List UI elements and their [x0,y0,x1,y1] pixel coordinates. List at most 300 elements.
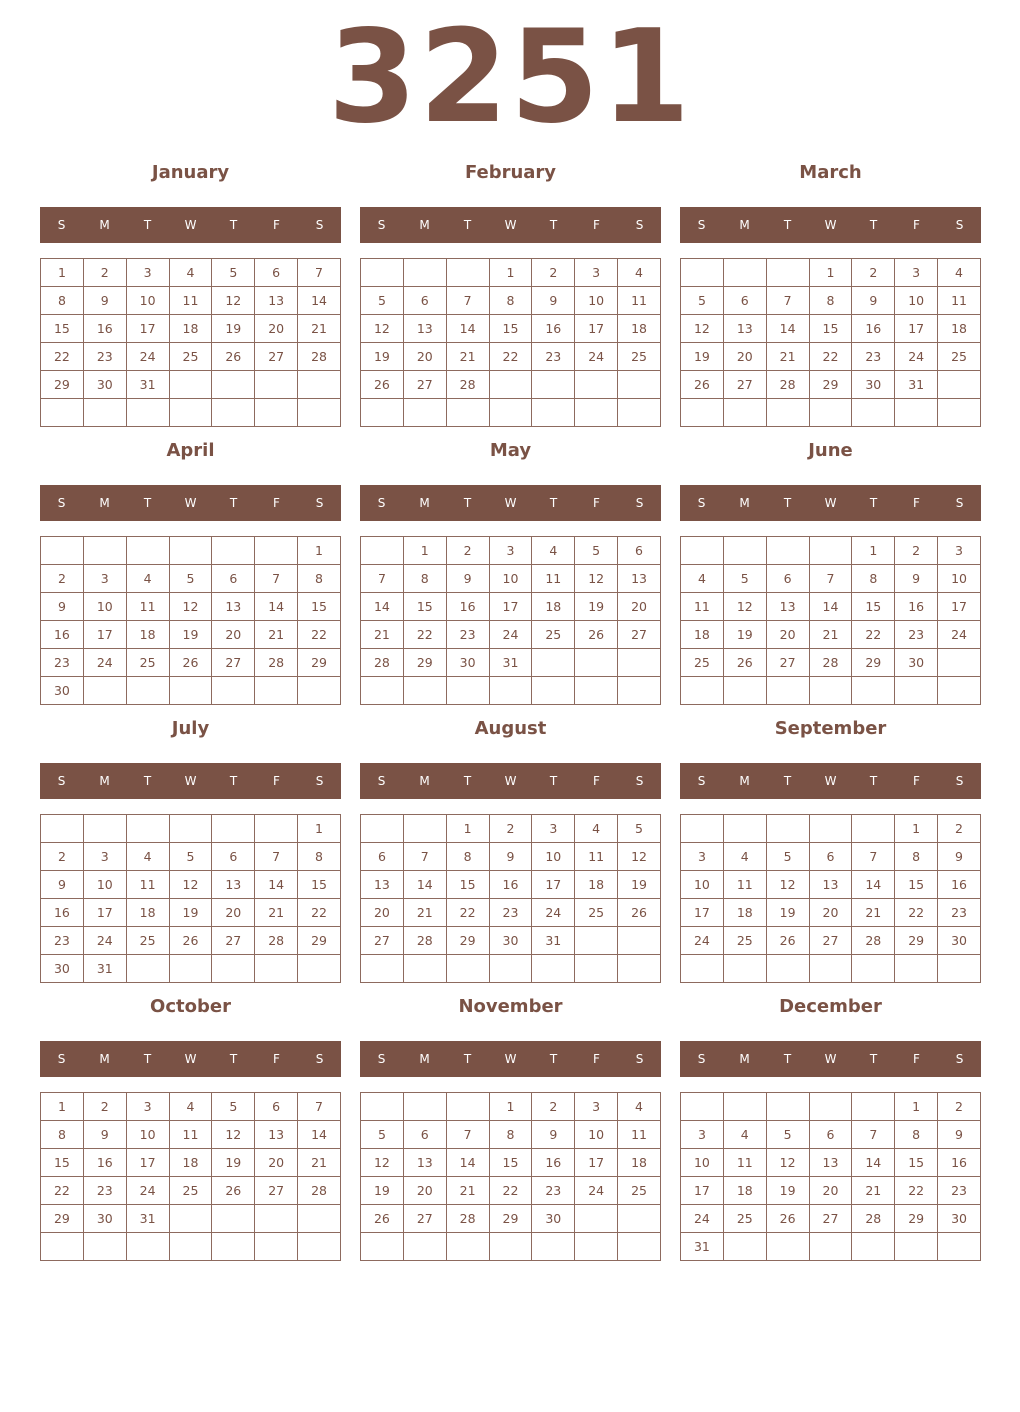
day-cell: 27 [723,371,766,399]
weekday-label: M [739,496,750,510]
day-cell: 24 [489,621,532,649]
day-cell: 14 [852,1149,895,1177]
day-cell: 17 [575,315,618,343]
day-cell: 10 [126,1121,169,1149]
week-row [41,677,341,705]
day-cell: 15 [895,871,938,899]
empty-day-cell [255,1205,298,1233]
empty-day-cell [298,1233,341,1261]
day-cell: 20 [212,621,255,649]
day-cell: 29 [403,649,446,677]
week-row [681,927,981,955]
day-cell: 16 [446,593,489,621]
day-cell: 11 [126,871,169,899]
empty-day-cell [298,371,341,399]
week-row [41,927,341,955]
day-cell: 9 [41,593,84,621]
day-cell: 1 [809,259,852,287]
day-cell: 2 [895,537,938,565]
week-row [681,371,981,399]
empty-day-cell [809,399,852,427]
day-cell: 19 [361,343,404,371]
empty-day-cell [938,1233,981,1261]
weekday-label: T [229,774,238,788]
day-cell: 18 [126,621,169,649]
day-cell: 26 [618,899,661,927]
day-cell: 22 [489,1177,532,1205]
empty-day-cell [446,677,489,705]
day-cell: 4 [723,1121,766,1149]
day-cell: 3 [681,1121,724,1149]
day-cell: 19 [361,1177,404,1205]
week-row [681,1149,981,1177]
day-cell: 13 [403,315,446,343]
day-cell: 8 [41,1121,84,1149]
day-cell: 11 [169,1121,212,1149]
empty-day-cell [723,955,766,983]
day-cell: 19 [618,871,661,899]
day-cell: 18 [723,899,766,927]
day-cell: 6 [212,843,255,871]
empty-day-cell [532,955,575,983]
empty-day-cell [446,399,489,427]
day-cell: 31 [126,1205,169,1233]
day-cell: 9 [895,565,938,593]
empty-day-cell [766,1093,809,1121]
day-cell: 2 [489,815,532,843]
weekday-label: M [419,218,430,232]
empty-day-cell [766,955,809,983]
day-cell: 24 [938,621,981,649]
day-cell: 15 [298,593,341,621]
day-cell: 8 [446,843,489,871]
day-cell: 31 [681,1233,724,1261]
week-row [361,287,661,315]
week-row [681,593,981,621]
empty-day-cell [446,259,489,287]
day-cell: 2 [938,1093,981,1121]
empty-day-cell [361,1093,404,1121]
day-cell: 20 [255,1149,298,1177]
week-row [41,287,341,315]
day-cell: 16 [532,315,575,343]
weekday-label: S [57,774,66,788]
week-row [361,955,661,983]
week-row [361,1149,661,1177]
day-cell: 17 [575,1149,618,1177]
day-cell: 1 [41,259,84,287]
day-cell: 7 [298,1093,341,1121]
week-row [681,871,981,899]
day-cell: 6 [766,565,809,593]
day-cell: 7 [298,259,341,287]
weekday-label: S [635,1052,644,1066]
day-cell: 8 [489,1121,532,1149]
day-cell: 17 [489,593,532,621]
day-cell: 23 [41,927,84,955]
week-row [681,343,981,371]
day-cell: 14 [298,1121,341,1149]
day-cell: 26 [361,1205,404,1233]
empty-day-cell [212,677,255,705]
month-name: November [458,996,563,1017]
day-cell: 10 [83,871,126,899]
empty-day-cell [618,1233,661,1261]
day-cell: 27 [809,927,852,955]
day-cell: 15 [489,315,532,343]
day-grid [40,1092,341,1261]
day-cell: 13 [212,871,255,899]
day-cell: 6 [403,287,446,315]
weekday-label: W [184,496,197,510]
weekday-label: W [824,496,837,510]
day-cell: 29 [489,1205,532,1233]
day-cell: 23 [83,1177,126,1205]
weekday-label: W [504,218,517,232]
empty-day-cell [723,1233,766,1261]
day-cell: 16 [41,899,84,927]
day-cell: 2 [938,815,981,843]
empty-day-cell [83,677,126,705]
empty-day-cell [618,927,661,955]
week-row [41,1205,341,1233]
day-cell: 1 [41,1093,84,1121]
week-row [681,399,981,427]
empty-day-cell [126,537,169,565]
day-cell: 20 [212,899,255,927]
empty-day-cell [723,677,766,705]
weekday-header [360,1041,661,1077]
day-cell: 30 [41,677,84,705]
empty-day-cell [298,1205,341,1233]
day-cell: 29 [852,649,895,677]
day-grid [360,258,661,427]
day-cell: 3 [83,843,126,871]
day-cell: 5 [169,565,212,593]
day-cell: 5 [618,815,661,843]
week-row [41,955,341,983]
week-row [681,315,981,343]
day-cell: 10 [532,843,575,871]
weekday-label: F [273,496,280,510]
day-cell: 9 [41,871,84,899]
day-cell: 24 [681,1205,724,1233]
day-cell: 9 [532,287,575,315]
weekday-label: W [504,496,517,510]
empty-day-cell [766,1233,809,1261]
day-cell: 12 [212,287,255,315]
empty-day-cell [255,399,298,427]
weekday-label: F [913,496,920,510]
day-cell: 3 [126,259,169,287]
day-cell: 9 [83,1121,126,1149]
empty-day-cell [255,677,298,705]
day-cell: 14 [255,593,298,621]
empty-day-cell [298,955,341,983]
week-row [41,649,341,677]
day-cell: 4 [938,259,981,287]
empty-day-cell [403,259,446,287]
day-cell: 1 [895,1093,938,1121]
day-cell: 30 [532,1205,575,1233]
day-cell: 21 [298,315,341,343]
day-cell: 25 [618,1177,661,1205]
week-row [361,1177,661,1205]
week-row [41,371,341,399]
weekday-label: S [377,1052,386,1066]
day-cell: 26 [766,1205,809,1233]
day-cell: 29 [298,927,341,955]
day-cell: 24 [126,1177,169,1205]
day-cell: 14 [766,315,809,343]
day-cell: 8 [41,287,84,315]
weekday-label: W [824,218,837,232]
weekday-label: M [739,774,750,788]
empty-day-cell [532,399,575,427]
day-cell: 17 [681,899,724,927]
day-cell: 4 [681,565,724,593]
day-cell: 11 [532,565,575,593]
week-row [361,927,661,955]
weekday-header [40,485,341,521]
empty-day-cell [575,1205,618,1233]
day-cell: 22 [852,621,895,649]
empty-day-cell [809,955,852,983]
empty-day-cell [723,259,766,287]
day-cell: 4 [532,537,575,565]
empty-day-cell [895,1233,938,1261]
empty-day-cell [938,371,981,399]
day-cell: 18 [169,1149,212,1177]
day-cell: 29 [298,649,341,677]
empty-day-cell [681,955,724,983]
day-cell: 16 [895,593,938,621]
weekday-header [680,207,981,243]
weekday-label: S [315,774,324,788]
week-row [41,259,341,287]
weekday-label: T [549,218,558,232]
day-cell: 16 [852,315,895,343]
day-cell: 5 [361,287,404,315]
day-cell: 19 [766,899,809,927]
week-row [681,955,981,983]
day-cell: 22 [41,1177,84,1205]
day-cell: 10 [126,287,169,315]
empty-day-cell [489,1233,532,1261]
week-row [681,649,981,677]
empty-day-cell [83,1233,126,1261]
day-cell: 5 [723,565,766,593]
weekday-label: M [99,496,110,510]
day-cell: 10 [681,1149,724,1177]
day-grid [40,258,341,427]
day-cell: 26 [575,621,618,649]
weekday-label: S [955,1052,964,1066]
empty-day-cell [361,955,404,983]
day-cell: 19 [723,621,766,649]
day-cell: 2 [83,259,126,287]
day-cell: 2 [41,843,84,871]
empty-day-cell [126,955,169,983]
day-cell: 23 [446,621,489,649]
week-row [681,677,981,705]
day-cell: 3 [83,565,126,593]
day-cell: 10 [575,1121,618,1149]
year-title: 3251 [327,3,693,152]
day-cell: 24 [575,1177,618,1205]
weekday-header [360,763,661,799]
week-row [361,677,661,705]
week-row [681,815,981,843]
day-cell: 7 [255,565,298,593]
week-row [361,343,661,371]
week-row [361,1233,661,1261]
day-grid [680,814,981,983]
day-cell: 29 [895,1205,938,1233]
empty-day-cell [212,1205,255,1233]
day-cell: 18 [681,621,724,649]
day-cell: 2 [532,1093,575,1121]
weekday-header [680,1041,981,1077]
day-cell: 18 [618,1149,661,1177]
day-cell: 8 [895,843,938,871]
weekday-label: S [315,1052,324,1066]
day-cell: 24 [83,927,126,955]
week-row [361,815,661,843]
empty-day-cell [126,1233,169,1261]
month-name: February [464,162,557,183]
empty-day-cell [126,815,169,843]
day-cell: 21 [852,899,895,927]
day-cell: 9 [489,843,532,871]
day-cell: 30 [938,927,981,955]
empty-day-cell [809,1233,852,1261]
day-cell: 2 [852,259,895,287]
day-cell: 14 [852,871,895,899]
weekday-label: S [315,218,324,232]
day-cell: 9 [83,287,126,315]
day-cell: 8 [403,565,446,593]
empty-day-cell [41,815,84,843]
day-cell: 11 [169,287,212,315]
empty-day-cell [618,677,661,705]
day-cell: 14 [255,871,298,899]
day-cell: 28 [255,649,298,677]
week-row [361,871,661,899]
weekday-label: W [184,774,197,788]
empty-day-cell [169,815,212,843]
week-row [41,537,341,565]
empty-day-cell [83,815,126,843]
weekday-label: W [184,218,197,232]
weekday-label: T [783,1052,792,1066]
empty-day-cell [895,399,938,427]
week-row [41,843,341,871]
day-cell: 25 [532,621,575,649]
empty-day-cell [212,815,255,843]
week-row [361,593,661,621]
empty-day-cell [938,677,981,705]
empty-day-cell [809,677,852,705]
week-row [681,621,981,649]
empty-day-cell [255,955,298,983]
day-cell: 17 [532,871,575,899]
week-row [41,815,341,843]
empty-day-cell [361,815,404,843]
day-cell: 3 [895,259,938,287]
month-name: May [489,440,532,461]
day-cell: 20 [255,315,298,343]
empty-day-cell [532,677,575,705]
weekday-label: F [913,1052,920,1066]
empty-day-cell [809,1093,852,1121]
day-cell: 5 [766,843,809,871]
day-cell: 31 [126,371,169,399]
day-cell: 22 [298,899,341,927]
week-row [681,1233,981,1261]
day-cell: 23 [41,649,84,677]
weekday-label: F [273,774,280,788]
day-cell: 27 [212,649,255,677]
empty-day-cell [255,1233,298,1261]
day-cell: 1 [852,537,895,565]
day-cell: 23 [489,899,532,927]
empty-day-cell [403,1233,446,1261]
day-cell: 30 [489,927,532,955]
day-cell: 14 [446,1149,489,1177]
day-cell: 28 [852,927,895,955]
day-cell: 27 [403,1205,446,1233]
weekday-label: S [315,496,324,510]
week-row [681,259,981,287]
empty-day-cell [212,371,255,399]
day-cell: 25 [126,927,169,955]
week-row [361,399,661,427]
day-cell: 12 [212,1121,255,1149]
empty-day-cell [766,815,809,843]
day-cell: 31 [532,927,575,955]
empty-day-cell [403,677,446,705]
day-cell: 13 [723,315,766,343]
empty-day-cell [766,677,809,705]
month-name: July [171,718,210,739]
day-cell: 14 [298,287,341,315]
empty-day-cell [852,815,895,843]
day-cell: 19 [212,1149,255,1177]
day-cell: 22 [403,621,446,649]
empty-day-cell [446,955,489,983]
empty-day-cell [809,815,852,843]
day-cell: 15 [298,871,341,899]
day-cell: 27 [403,371,446,399]
weekday-header [680,485,981,521]
month-name: March [799,162,862,183]
day-cell: 25 [126,649,169,677]
week-row [361,371,661,399]
day-cell: 11 [618,1121,661,1149]
day-cell: 9 [938,843,981,871]
empty-day-cell [852,1093,895,1121]
day-cell: 13 [361,871,404,899]
empty-day-cell [169,955,212,983]
day-cell: 4 [126,565,169,593]
weekday-label: W [824,1052,837,1066]
day-grid [680,258,981,427]
empty-day-cell [618,371,661,399]
day-grid [680,1092,981,1261]
day-cell: 13 [255,1121,298,1149]
day-cell: 23 [938,899,981,927]
